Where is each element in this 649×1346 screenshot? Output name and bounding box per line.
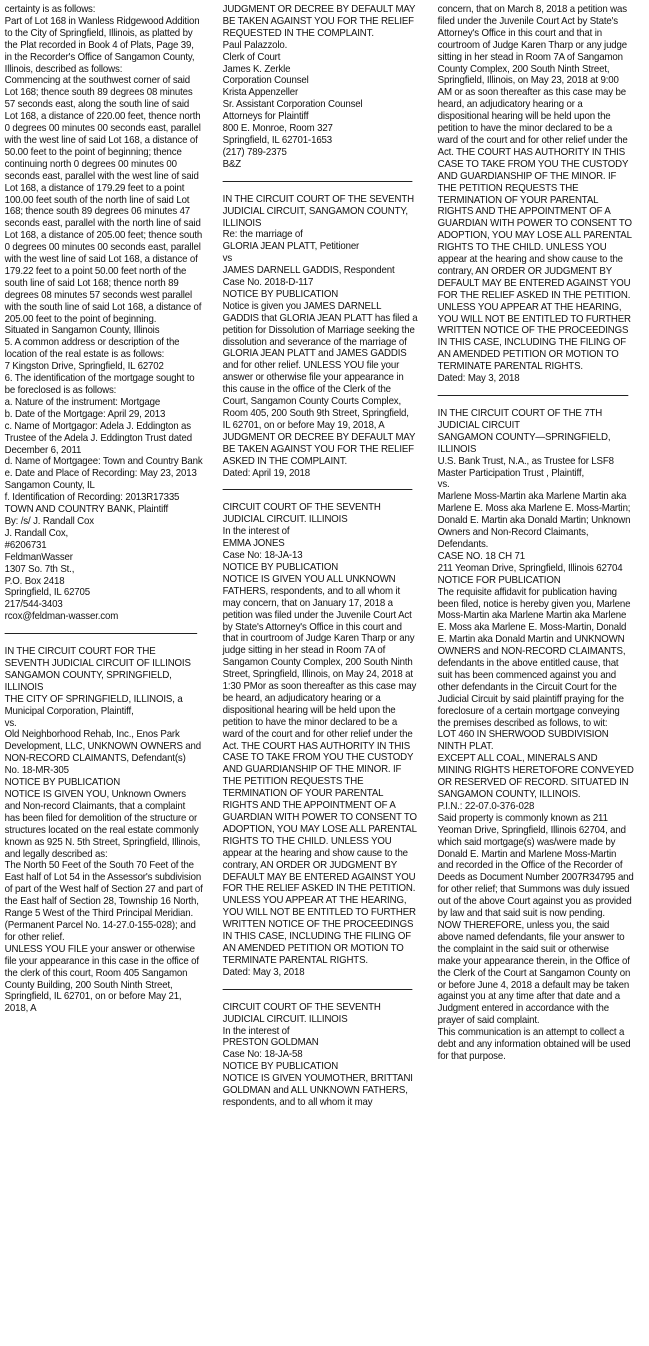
notice-line: NOTICE BY PUBLICATION [222,288,339,300]
notice-line: Krista Appenzeller [222,87,299,99]
notice-line: JAMES DARNELL GADDIS, Respondent [222,265,395,277]
notice-line: vs. [4,717,17,729]
notice-line: rcox@feldman-wasser.com [4,611,119,623]
notice-line: Corporation Counsel [222,75,309,87]
notice-line: concern, that on March 8, 2018 a petition was filed under the Juvenile Court Act by State's Attorney's Office in this court and that in courtroom of Judge Karen Tharp or any judge sitting in her stead in Room 7A of Sangamon County Complex, 200 South Ninth Street, Springfield, Illinois, on May 23, 2018 at 9:00 AM or as soon thereafter as this case may be heard, an adjudicatory hearing or a dispositional hearing will be held upon the petition to have the minor declared to be a ward of the court and for other relief under the Act. THE COURT HAS AUTHORITY IN THIS CASE TO TAKE FROM YOU THE CUSTODY AND GUARDIANSHIP OF THE MINOR. IF THE PETITION REQUESTS THE TERMINATION OF YOUR PARENTAL RIGHTS AND THE APPOINTMENT OF A GUARDIAN WITH POWER TO CONSENT TO ADOPTION, YOU MAY LOSE ALL PARENTAL RIGHTS TO THE CHILD. UNLESS YOU appear at the hearing and show cause to the contrary, AN ORDER OR JUDGMENT BY DEFAULT MAY BE ENTERED AGAINST YOU FOR THE RELIEF ASKED IN THE PETITION. [437,4,632,301]
juvenile-notice-emma-jones [223,502,418,978]
demolition-notice [5,646,203,1015]
column-3 [433,0,634,1346]
notice-line: Attorneys for Plaintiff [222,111,309,123]
notice-line: Notice is given you JAMES DARNELL GADDIS that GLORIA JEAN PLATT has filed a petition for Dissolution of Marriage seeking the dissolution and severance of the marriage of GLORIA JEAN PLATT and JAMES GADDIS and for other relief. UNLESS YOU file your answer or otherwise file your appearance in this cause in the office of the Clerk of the Court, Sangamon County Courts Complex, Room 405, 200 South 9th Street, Springfield, IL 62701, on or before May 19, 2018, A JUDGMENT OR DECREE BY DEFAULT MAY BE TAKEN AGAINST YOU FOR THE RELIEF ASKED IN THE COMPLAINT. [222,300,418,467]
notice-line: The North 50 Feet of the South 70 Feet of the East half of Lot 54 in the Assessor's subdivision of part of the West half of Section 27 and part of the East half of Section 28, Township 16 North, Range 5 West of the Third Principal Meridian. [4,860,203,920]
notice-line: Dated: May 3, 2018 [437,373,520,385]
notice-line: Case No: 18-JA-58 [222,1049,303,1061]
notice-line: NOTICE FOR PUBLICATION [437,574,561,586]
notice-line: Old Neighborhood Rehab, Inc., Enos Park Development, LLC, UNKNOWN OWNERS and NON-RECORD CLAIMANTS, Defendant(s) [4,729,202,765]
notice-line: NOW THEREFORE, unless you, the said above named defendants, file your answer to the complaint in the said suit or otherwise make your appearance therein, in the Office of the Clerk of the Court at Sangamon County on or before June 4, 2018 a default may be taken against you at any time after that date and a Judgment entered in accordance with the prayer of said complaint. [437,919,631,1027]
notice-line: IN THE CIRCUIT COURT OF THE 7TH JUDICIAL CIRCUIT [437,408,603,431]
notice-line: No. 18-MR-305 [4,765,69,777]
notice-line: Said property is commonly known as 211 Yeoman Drive, Springfield, Illinois 62704, and which said mortgage(s) was/were made by Donald E. Martin and Marlene Moss-Martin and recorded in the Office of the Recorder of Deeds as Document Number 2007R34795 and for other relief; that Summons was duly issued out of the above Court against you as provided by law and that said suit is now pending. [437,812,634,920]
notice-line: NOTICE BY PUBLICATION [222,561,339,573]
notice-line: This communication is an attempt to collect a debt and any information obtained will be used for that purpose. [437,1027,631,1062]
notice-divider [223,989,413,990]
notice-divider [438,395,629,396]
notice-line: d. Name of Mortgagee: Town and Country Bank [4,456,203,468]
notice-line: certainty is as follows: [4,4,96,15]
notice-line: f. Identification of Recording: 2013R17335 [4,492,180,504]
notice-line: Case No: 18-JA-13 [222,550,303,562]
notice-line: (Permanent Parcel No. 14-27.0-155-028); and for other relief. [4,919,196,943]
notice-line: IN THE CIRCUIT COURT FOR THE SEVENTH JUDICIAL CIRCUIT OF ILLINOIS SANGAMON COUNTY, SPRINGFIELD, ILLINOIS [4,646,191,693]
notice-line: CIRCUIT COURT OF THE SEVENTH JUDICIAL CIRCUIT. ILLINOIS [222,502,381,526]
notice-line: Dated: May 3, 2018 [222,966,305,978]
column-2 [218,0,418,1346]
notice-line: Re: the marriage of [222,229,303,241]
notice-line: 1307 So. 7th St., [4,563,75,575]
notice-line: 5. A common address or description of the location of the real estate is as follows: [4,337,180,361]
notice-line: NOTICE IS GIVEN YOU, Unknown Owners and Non-record Claimants, that a complaint has been filed for demolition of the structure or structures located on the real estate commonly known as 925 N. 5th Street, Springfield, Illinois, and legally described as: [4,789,201,860]
notice-line: a. Nature of the instrument: Mortgage [4,396,161,408]
demolition-notice-continued [223,4,418,171]
notice-divider [223,489,413,490]
notice-line: Commencing at the southwest corner of said Lot 168; thence south 89 degrees 08 minutes 57 seconds east, along the south line of said Lot 168, a distance of 220.00 feet, thence north 0 degrees 00 minutes 00 seconds east, parallel with the west line of said Lot 168, a distance of 50.00 feet to the point of beginning; thence continuing north 0 degrees 00 minutes 00 seconds east, parallel with the west line of said Lot 168, a distance of 179.29 feet to a point 100.00 feet south of the north line of said Lot 168; thence south 89 degrees 06 minutes 47 seconds east, parallel with the north line of said Lot 168, a distance of 205.00 feet; thence south 0 degrees 00 minutes 00 seconds east, parallel with the west line of said Lot 168, a distance of 179.22 feet to a point 50.00 feet north of the south line of said Lot 168; thence north 89 degrees 08 minutes 57 seconds west parallel with the south line of said Lot 168, a distance of 205.00 feet to the point of beginning. [4,75,203,325]
notice-line: UNLESS YOU APPEAR AT THE HEARING, YOU WILL NOT BE ENTITLED TO FURTHER WRITTEN NOTICE OF THE PROCEEDINGS IN THIS CASE, INCLUDING THE FILING OF AN AMENDED PETITION OR MOTION TO TERMINATE PARENTAL RIGHTS. [437,301,631,373]
notice-line: UNLESS YOU FILE your answer or otherwise file your appearance in this case in the office of the clerk of this court, Room 405 Sangamon County Building, 200 South Ninth Street, Springfield, IL 62701, on or before May 21, 2018, A [4,943,199,1015]
notice-line: P.I.N.: 22-07.0-376-028 [437,800,535,812]
notice-line: e. Date and Place of Recording: May 23, 2013 [4,468,197,480]
juvenile-notice-preston-goldman-continued [438,4,634,385]
column-1 [0,0,203,1346]
notice-line: (217) 789-2375 [222,146,287,158]
marriage-dissolution-notice [223,194,418,480]
notice-line: Case No. 2018-D-117 [222,277,314,289]
notice-line: Springfield, IL 62705 [4,587,91,599]
notice-line: Sr. Assistant Corporation Counsel [222,99,363,111]
notice-line: Marlene Moss-Martin aka Marlene Martin aka Marlene E. Moss aka Marlene E. Moss-Martin; Donald E. Martin aka Donald Martin; Unknown Owners and Non-Record Claimants, Defendants. [437,491,631,550]
notice-line: By: /s/ J. Randall Cox [4,515,94,527]
notice-line: James K. Zerkle [222,63,291,75]
notice-line: NOTICE BY PUBLICATION [4,777,121,789]
notice-line: vs. [437,479,450,491]
notice-line: GLORIA JEAN PLATT, Petitioner [222,241,360,253]
notice-line: vs [222,253,233,265]
notice-line: THE CITY OF SPRINGFIELD, ILLINOIS, a Municipal Corporation, Plaintiff, [4,693,183,717]
notice-line: LOT 460 IN SHERWOOD SUBDIVISION NINTH PLAT. [437,729,609,753]
notice-line: SANGAMON COUNTY—SPRINGFIELD, ILLINOIS [437,431,611,455]
notice-line: #6206731 [4,539,47,551]
notice-line: 7 Kingston Drive, Springfield, IL 62702 [4,361,164,373]
notice-line: PRESTON GOLDMAN [222,1037,319,1049]
notice-line: IN THE CIRCUIT COURT OF THE SEVENTH JUDICIAL CIRCUIT, SANGAMON COUNTY, ILLINOIS [222,193,414,229]
notice-line: EXCEPT ALL COAL, MINERALS AND MINING RIGHTS HERETOFORE CONVEYED OR RESERVED OF RECORD. SITUATED IN SANGAMON COUNTY, ILLINOIS. [437,753,634,800]
notice-line: 6. The identification of the mortgage sought to be foreclosed is as follows: [4,373,195,396]
notice-line: Springfield, IL 62701-1653 [222,134,333,146]
notice-line: NOTICE IS GIVEN YOU ALL UNKNOWN FATHERS, respondents, and to all whom it may concern, that on January 17, 2018 a petition was filed under the Juvenile Court Act by State's Attorney's Office in this court and that in courtroom of Judge Karen Tharp or any judge sitting in her stead in Room 7A of Sangamon County Complex, 200 South Ninth Street, Springfield, Illinois, on May 24, 2018 at 1:30 PMor as soon thereafter as this case may be heard, an adjudicatory hearing or a dispositional hearing will be held upon the petition to have the minor declared to be a ward of the court and for other relief under the Act. THE COURT HAS AUTHORITY IN THIS CASE TO TAKE FROM YOU THE CUSTODY AND GUARDIANSHIP OF THE MINOR. IF THE PETITION REQUESTS THE TERMINATION OF YOUR PARENTAL RIGHTS AND THE APPOINTMENT OF A GUARDIAN WITH POWER TO CONSENT TO ADOPTION, YOU MAY LOSE ALL PARENTAL RIGHTS TO THE CHILD. UNLESS YOU appear at the hearing and show cause to the contrary, AN ORDER OR JUDGMENT BY DEFAULT MAY BE ENTERED AGAINST YOU FOR THE RELIEF ASKED IN THE PETITION. UNLESS YOU APPEAR AT THE HEARING, YOU WILL NOT BE ENTITLED TO FURTHER WRITTEN NOTICE OF THE PROCEEDINGS IN THIS CASE, INCLUDING THE FILING OF AN AMENDED PETITION OR MOTION TO TERMINATE PARENTAL RIGHTS. [222,573,417,966]
notice-line: In the interest of [222,526,290,538]
notice-line: JUDGMENT OR DECREE BY DEFAULT MAY BE TAKEN AGAINST YOU FOR THE RELIEF REQUESTED IN THE COMPLAINT. [222,4,416,39]
notice-line: CASE NO. 18 CH 71 [437,550,525,562]
notice-line: P.O. Box 2418 [4,575,65,587]
notice-line: U.S. Bank Trust, N.A., as Trustee for LSF8 Master Participation Trust , Plaintiff, [437,455,614,479]
notice-line: B&Z [222,158,242,170]
juvenile-notice-preston-goldman [223,1002,418,1109]
notice-line: 211 Yeoman Drive, Springfield, Illinois 62704 [437,562,623,574]
notice-line: The requisite affidavit for publication having been filed, notice is hereby given you, Marlene Moss-Martin aka Marlene Martin aka Marlene E. Moss aka Marlene E. Moss-Martin, Donald E. Martin aka Donald Martin and UNKNOWN OWNERS and NON-RECORD CLAIMANTS, defendants in the above entitled cause, that suit has been commenced against you and other defendants in the Circuit Court for the Judicial Circuit by said plaintiff praying for the foreclosure of a certain mortgage conveying the premises described as follows, to wit: [437,586,631,729]
notice-line: Part of Lot 168 in Wanless Ridgewood Addition to the City of Springfield, Illinois, as platted by the Plat recorded in Book 4 of Plats, Page 39, in the Recorder's Office of Sangamon County, Illinois, described as follows: [4,15,200,75]
notice-line: J. Randall Cox, [4,527,69,539]
notice-line: 800 E. Monroe, Room 327 [222,123,333,135]
notice-line: EMMA JONES [222,538,285,550]
notice-line: Paul Palazzolo. [222,39,288,51]
mortgage-foreclosure-notice-yeoman [438,408,634,1063]
notice-line: Dated: April 19, 2018 [222,467,310,479]
notice-line: NOTICE BY PUBLICATION [222,1061,339,1073]
notice-line: CIRCUIT COURT OF THE SEVENTH JUDICIAL CIRCUIT. ILLINOIS [222,1001,381,1025]
mortgage-foreclosure-notice-continued [5,4,203,623]
notice-line: NOTICE IS GIVEN YOUMOTHER, BRITTANI GOLDMAN and ALL UNKNOWN FATHERS, respondents, and to all whom it may [222,1073,413,1108]
notice-line: b. Date of the Mortgage: April 29, 2013 [4,408,166,420]
notice-line: Sangamon County, IL [4,480,95,492]
notice-line: TOWN AND COUNTRY BANK, Plaintiff [4,504,169,516]
notice-line: c. Name of Mortgagor: Adela J. Eddington as Trustee of the Adela J. Eddington Trust dated December 6, 2011 [4,420,192,456]
notice-line: FeldmanWasser [4,551,73,563]
notice-divider [5,633,198,634]
notice-line: Situated in Sangamon County, Illinois [4,325,160,337]
notice-line: In the interest of [222,1025,290,1037]
notice-divider [223,181,413,182]
notice-line: 217/544-3403 [4,599,63,611]
notice-line: Clerk of Court [222,51,281,63]
